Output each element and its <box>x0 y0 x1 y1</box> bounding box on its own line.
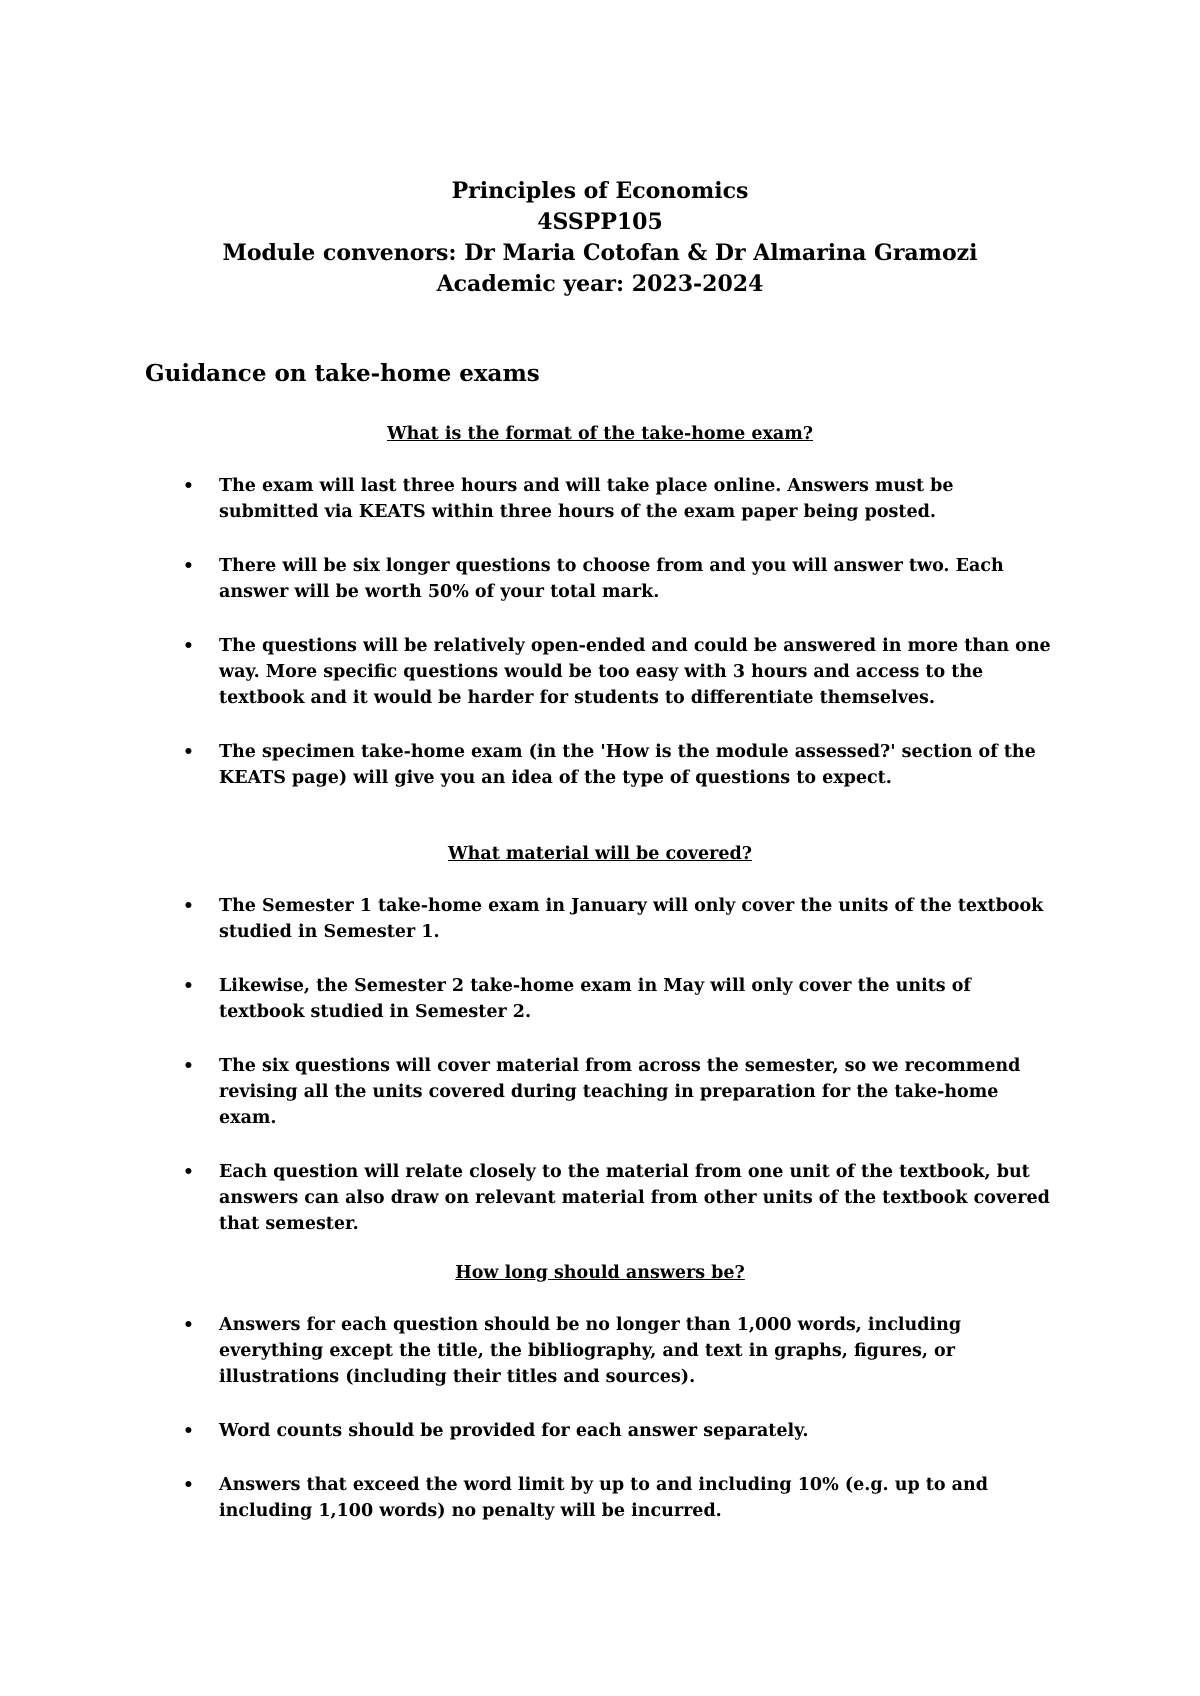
section-heading-material: What material will be covered? <box>448 844 752 864</box>
title-block <box>0 176 1200 300</box>
list-item <box>0 1418 1059 1444</box>
list-item <box>0 893 1059 945</box>
bullet-list-format <box>0 473 1200 791</box>
module-convenors: Module convenors: Dr Maria Cotofan & Dr Almarina Gramozi <box>222 240 978 266</box>
list-item <box>0 1053 1059 1131</box>
list-item-text: The questions will be relatively open-ended and could be answered in more than one way. More specific questions would be too easy with 3 hours and access to the textbook and it would be harder for students to differentiate themselves. <box>219 636 1051 708</box>
section-heading-length: How long should answers be? <box>455 1263 745 1283</box>
list-item-text: Answers that exceed the word limit by up to and including 10% (e.g. up to and including 1,100 words) no penalty will be incurred. <box>219 1475 988 1521</box>
bullet-icon: • <box>183 896 194 916</box>
list-item-text: Word counts should be provided for each answer separately. <box>219 1421 809 1441</box>
bullet-list-material <box>0 893 1200 1237</box>
list-item-text: There will be six longer questions to choose from and you will answer two. Each answer will be worth 50% of your total mark. <box>219 556 1004 602</box>
bullet-icon: • <box>183 556 194 576</box>
list-item-text: Answers for each question should be no longer than 1,000 words, including everything except the title, the bibliography, and text in graphs, figures, or illustrations (including their titles and sources). <box>219 1315 962 1387</box>
section-format <box>0 423 1200 819</box>
list-item <box>0 633 1059 711</box>
bullet-icon: • <box>183 636 194 656</box>
list-item <box>0 739 1059 791</box>
module-code: 4SSPP105 <box>537 209 663 235</box>
section-heading-format: What is the format of the take-home exam? <box>386 424 814 444</box>
list-item-text: Likewise, the Semester 2 take-home exam in May will only cover the units of textbook studied in Semester 2. <box>219 976 971 1022</box>
bullet-icon: • <box>183 742 194 762</box>
list-item-text: The specimen take-home exam (in the 'How is the module assessed?' section of the KEATS page) will give you an idea of the type of questions to expect. <box>219 742 1036 788</box>
academic-year: Academic year: 2023-2024 <box>436 271 764 297</box>
bullet-icon: • <box>183 1056 194 1076</box>
list-item <box>0 973 1059 1025</box>
list-item <box>0 1312 1059 1390</box>
bullet-list-length <box>0 1312 1200 1524</box>
course-title: Principles of Economics <box>451 178 749 204</box>
bullet-icon: • <box>183 1162 194 1182</box>
document-heading: Guidance on take-home exams <box>145 360 540 387</box>
bullet-icon: • <box>183 1315 194 1335</box>
list-item <box>0 473 1059 525</box>
list-item-text: The six questions will cover material from across the semester, so we recommend revising all the units covered during teaching in preparation for the take-home exam. <box>219 1056 1021 1128</box>
section-material <box>0 843 1200 1265</box>
list-item-text: Each question will relate closely to the material from one unit of the textbook, but answers can also draw on relevant material from other units of the textbook covered that semester. <box>219 1162 1050 1234</box>
bullet-icon: • <box>183 476 194 496</box>
bullet-icon: • <box>183 1475 194 1495</box>
list-item <box>0 1472 1059 1524</box>
list-item-text: The exam will last three hours and will take place online. Answers must be submitted via KEATS within three hours of the exam paper being posted. <box>219 476 954 522</box>
list-item-text: The Semester 1 take-home exam in January will only cover the units of the textbook studied in Semester 1. <box>219 896 1044 942</box>
list-item <box>0 553 1059 605</box>
section-length <box>0 1262 1200 1552</box>
bullet-icon: • <box>183 976 194 996</box>
list-item <box>0 1159 1059 1237</box>
bullet-icon: • <box>183 1421 194 1441</box>
